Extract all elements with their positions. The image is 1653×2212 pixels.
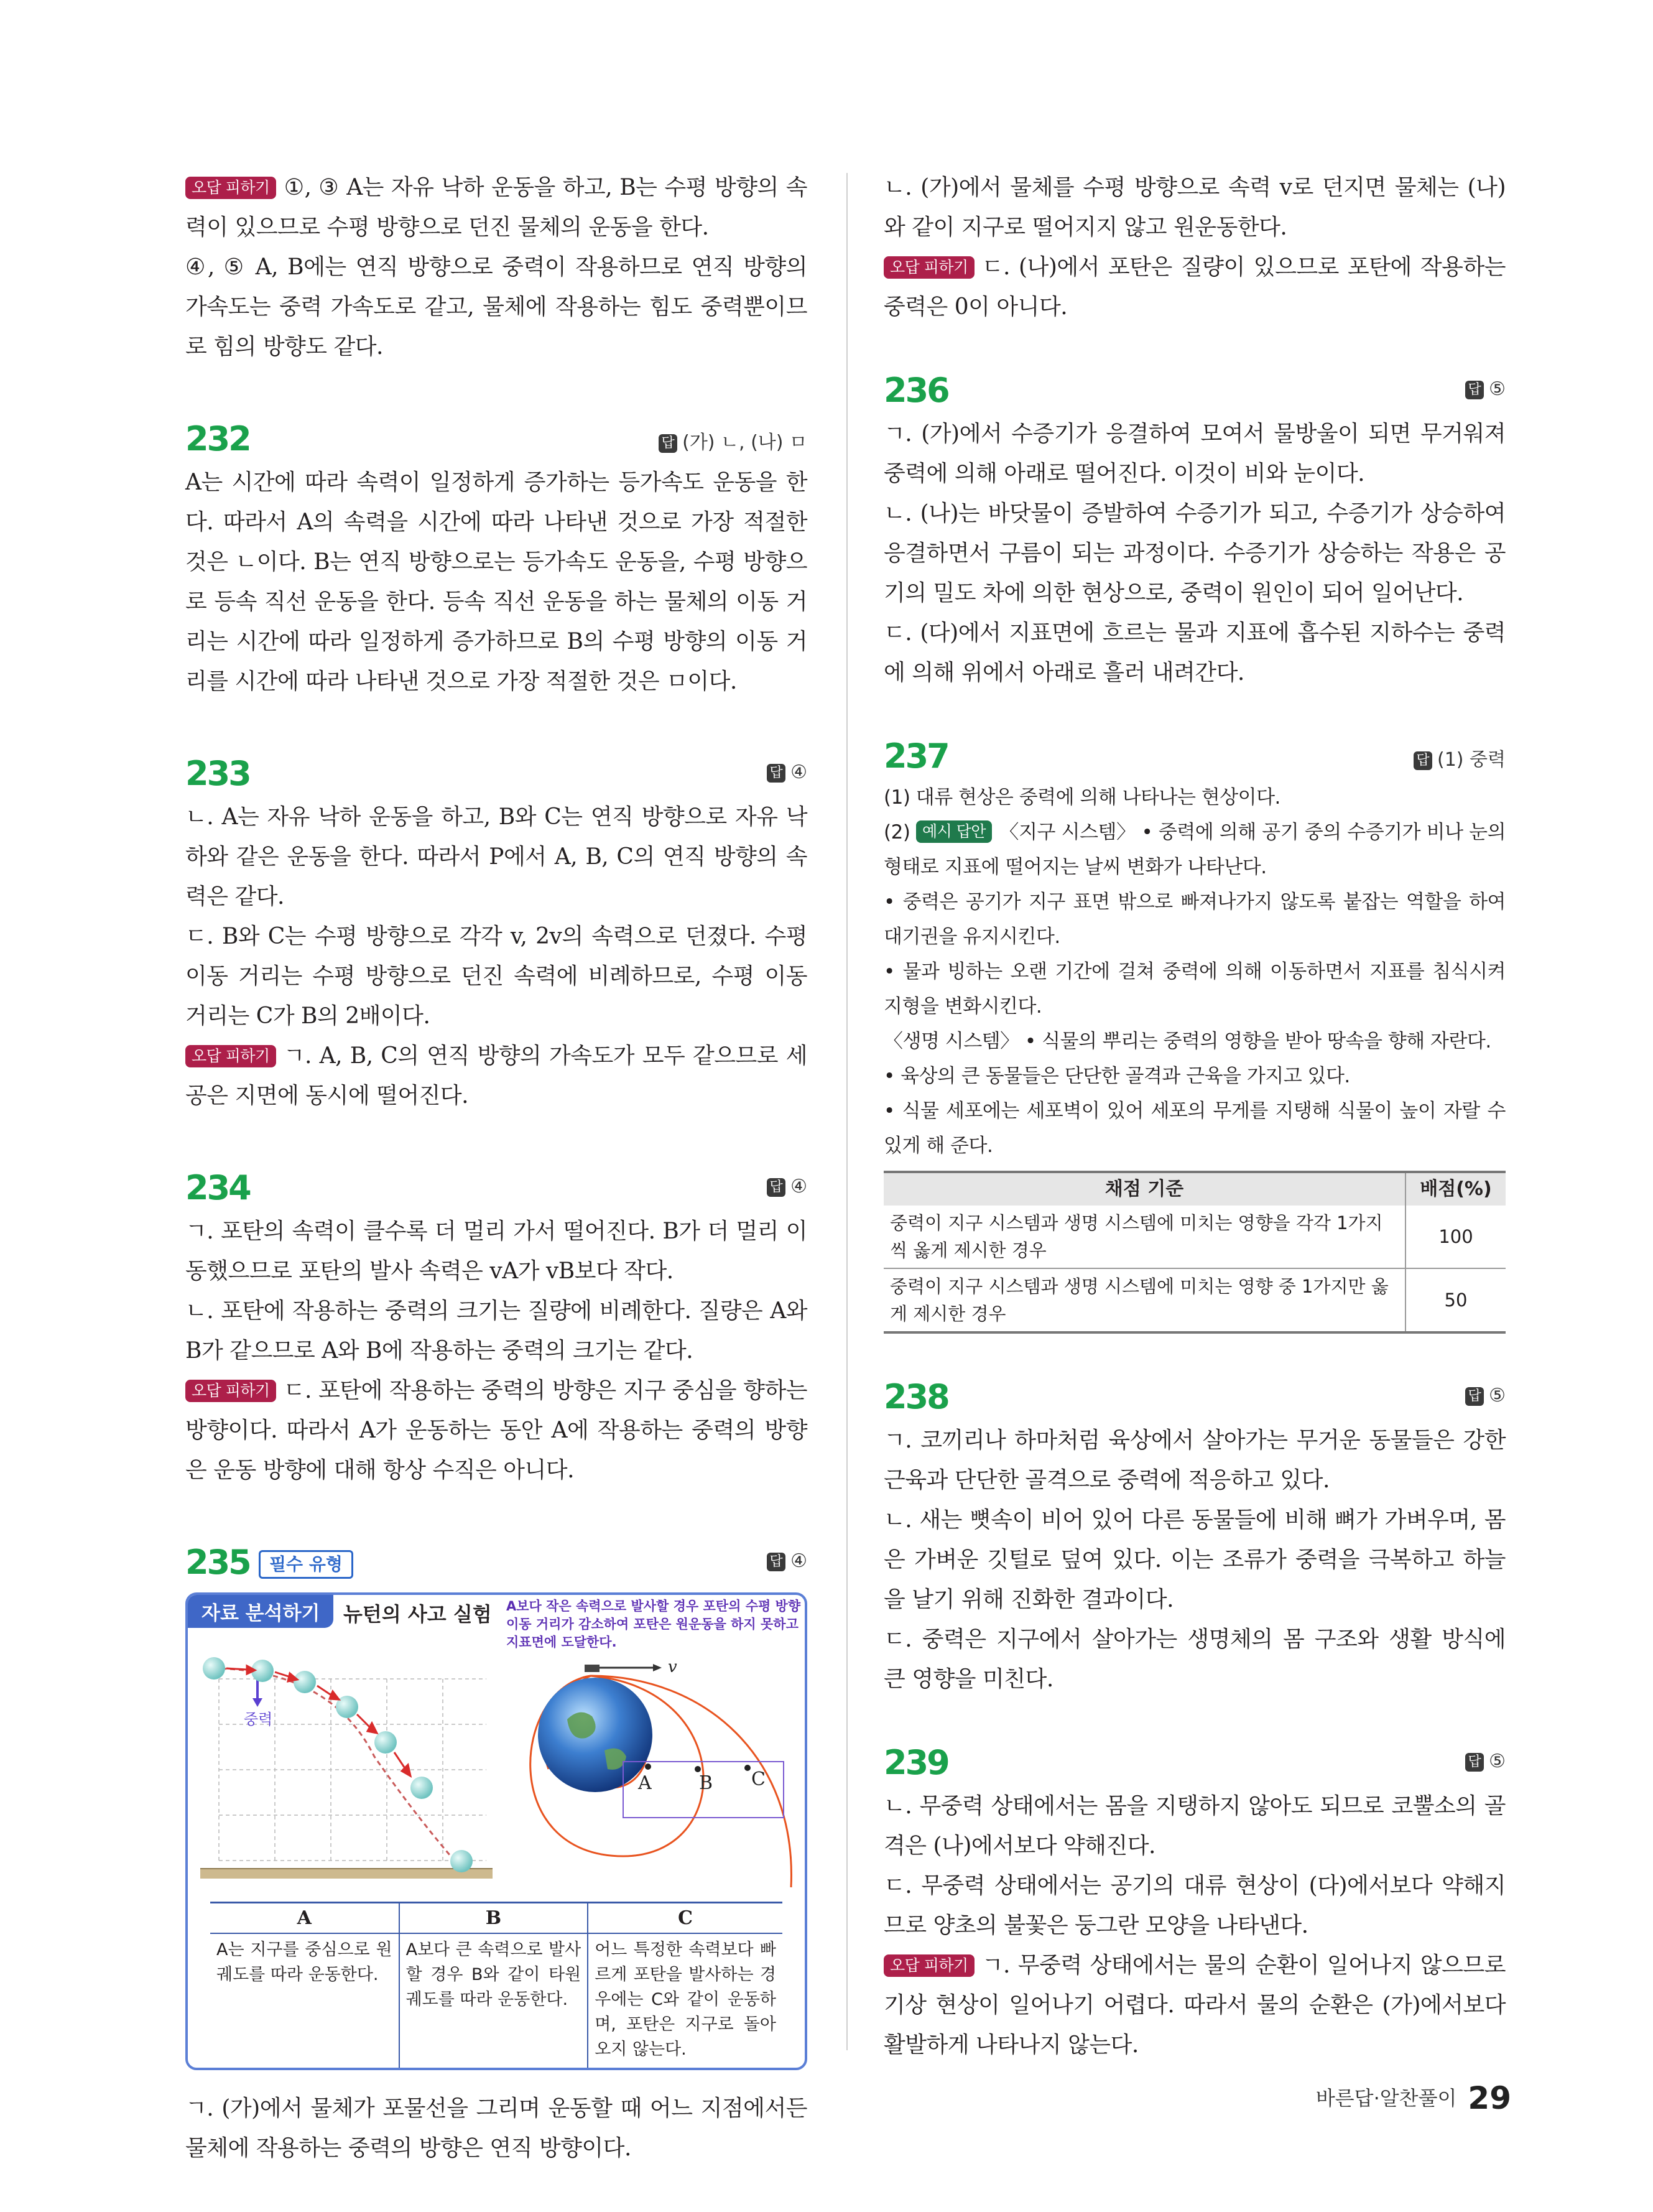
item-number: (2)	[884, 821, 910, 843]
question-number: 237	[884, 737, 948, 776]
intro-text-1: ①, ③ A는 자유 낙하 운동을 하고, B는 수평 방향의 속력이 있으므로 수평 방향으로 던진 물체의 운동을 한다.	[185, 175, 807, 240]
table-header: C	[588, 1903, 782, 1934]
q239-paragraph-3	[884, 1946, 1506, 2065]
q233-text-3: ㄱ. A, B, C의 연직 방향의 가속도가 모두 같으므로 세 공은 지면에 동시에 떨어진다.	[185, 1043, 807, 1108]
q237-paragraph-4: • 물과 빙하는 오랜 기간에 걸쳐 중력에 의해 이동하면서 지표를 침식시켜 지형을 변화시킨다.	[884, 960, 1506, 1018]
left-column	[185, 168, 807, 2168]
answer-value: ④	[790, 1176, 807, 1197]
q234-paragraph-2: ㄴ. 포탄에 작용하는 중력의 크기는 질량에 비례한다. 질량은 A와 B가 같으므로 A와 B에 작용하는 중력의 크기는 같다.	[185, 1298, 807, 1364]
answer-key	[659, 427, 807, 454]
question-number: 234	[185, 1168, 250, 1207]
answer-key	[767, 761, 807, 783]
q238-paragraph-2: ㄴ. 새는 뼛속이 비어 있어 다른 동물들에 비해 뼈가 가벼우며, 몸은 가벼운 깃털로 덮여 있다. 이는 조류가 중력을 극복하고 하늘을 날기 위해 진화한 결과이다.	[884, 1507, 1506, 1612]
top-text-2: ㄷ. (나)에서 포탄은 질량이 있으므로 포탄에 작용하는 중력은 0이 아니다.	[884, 254, 1506, 320]
answer-icon: 답	[659, 434, 677, 453]
right-column	[884, 168, 1506, 2065]
spacer	[884, 693, 1506, 730]
wrong-answer-tag: 오답 피하기	[185, 177, 276, 199]
answer-value: ⑤	[1489, 1750, 1506, 1772]
question-number: 238	[884, 1377, 948, 1416]
top-paragraph-2	[884, 248, 1506, 327]
q237-paragraph-1: (1) 대류 현상은 중력에 의해 나타나는 현상이다.	[884, 786, 1280, 809]
spacer	[884, 1699, 1506, 1737]
data-analysis-box	[185, 1592, 807, 2070]
q233-paragraph-2: ㄷ. B와 C는 수평 방향으로 각각 v, 2v의 속력으로 던졌다. 수평 이동 거리는 수평 방향으로 던진 속력에 비례하므로, 수평 이동 거리는 C가 B의 2배이다.	[185, 924, 807, 1029]
wrong-answer-tag: 오답 피하기	[185, 1045, 276, 1067]
spacer	[185, 702, 807, 748]
question-237-header	[884, 730, 1506, 780]
question-233-header	[185, 748, 807, 797]
spacer	[185, 1116, 807, 1162]
table-row	[884, 1206, 1506, 1268]
table-cell: 50	[1405, 1268, 1506, 1332]
example-answer-tag: 예시 답안	[916, 820, 992, 843]
q235-paragraph: ㄱ. (가)에서 물체가 포물선을 그리며 운동할 때 어느 지점에서든 물체에 작용하는 중력의 방향은 연직 방향이다.	[185, 2096, 807, 2161]
answer-icon: 답	[1414, 751, 1432, 770]
table-header: 배점(%)	[1405, 1172, 1506, 1206]
spacer	[884, 1334, 1506, 1371]
ball	[410, 1777, 433, 1799]
wrong-answer-tag: 오답 피하기	[884, 256, 975, 279]
question-239-header	[884, 1737, 1506, 1787]
answer-icon: 답	[767, 1178, 785, 1197]
orbit-label-C: C	[751, 1768, 766, 1790]
answer-value: ④	[790, 1550, 807, 1572]
orbit-label-A: A	[638, 1772, 652, 1794]
answer-value: ④	[790, 761, 807, 783]
table-header: 채점 기준	[884, 1172, 1405, 1206]
book-title: 바른답·알찬풀이	[1315, 2086, 1457, 2110]
question-235-header	[185, 1536, 807, 1586]
q238-paragraph-3: ㄷ. 중력은 지구에서 살아가는 생명체의 몸 구조와 생활 방식에 큰 영향을 미친다.	[884, 1627, 1506, 1692]
cannon	[585, 1665, 600, 1672]
answer-key	[1414, 744, 1506, 771]
question-234-header	[185, 1162, 807, 1212]
question-number: 239	[884, 1743, 948, 1782]
answer-icon: 답	[1465, 381, 1484, 399]
column-divider	[846, 173, 848, 2050]
intro-paragraph-1	[185, 168, 807, 248]
q237-paragraph-7: • 식물 세포에는 세포벽이 있어 세포의 무게를 지탱해 식물이 높이 자랄 수 있게 해 준다.	[884, 1100, 1506, 1157]
page-footer	[1316, 2080, 1511, 2116]
answer-icon: 답	[1465, 1387, 1484, 1406]
answer-value: (1) 중력	[1437, 749, 1506, 771]
table-row	[210, 1933, 782, 2070]
table-row	[884, 1268, 1506, 1332]
answer-value: ⑤	[1489, 378, 1506, 400]
q233-paragraph-1: ㄴ. A는 자유 낙하 운동을 하고, B와 C는 연직 방향으로 자유 낙하와 같은 운동을 한다. 따라서 P에서 A, B, C의 연직 방향의 속력은 같다.	[185, 804, 807, 909]
orbit-comparison-table	[210, 1902, 782, 2070]
ground	[200, 1869, 493, 1879]
gravity-label: 중력	[244, 1711, 273, 1728]
table-header: A	[210, 1903, 399, 1934]
table-cell: 중력이 지구 시스템과 생명 시스템에 미치는 영향 중 1가지만 옳게 제시한 경우	[884, 1268, 1405, 1332]
q234-paragraph-3	[185, 1371, 807, 1490]
q234-paragraph-1: ㄱ. 포탄의 속력이 클수록 더 멀리 가서 떨어진다. B가 더 멀리 이동했으므로 포탄의 발사 속력은 vA가 vB보다 작다.	[185, 1219, 807, 1284]
q237-paragraph-6: • 육상의 큰 동물들은 단단한 골격과 근육을 가지고 있다.	[884, 1065, 1350, 1087]
question-232-header	[185, 413, 807, 463]
table-header: B	[399, 1903, 588, 1934]
earth	[538, 1678, 652, 1792]
question-236-header	[884, 365, 1506, 414]
table-cell: 100	[1405, 1206, 1506, 1268]
wrong-answer-tag: 오답 피하기	[884, 1954, 975, 1977]
answer-key	[1465, 1750, 1506, 1772]
q239-paragraph-1: ㄴ. 무중력 상태에서는 몸을 지탱하지 않아도 되므로 코뿔소의 골격은 (나)에서보다 약해진다.	[884, 1793, 1506, 1859]
analysis-annotation: A보다 작은 속력으로 발사할 경우 포탄의 수평 방향 이동 거리가 감소하여 포탄은 원운동을 하지 못하고 지표면에 도달한다.	[506, 1599, 801, 1650]
ball	[374, 1731, 397, 1754]
q238-paragraph-1: ㄱ. 코끼리나 하마처럼 육상에서 살아가는 무거운 동물들은 강한 근육과 단단한 골격으로 중력에 적응하고 있다.	[884, 1428, 1506, 1493]
analysis-label: 자료 분석하기	[188, 1595, 333, 1628]
answer-icon: 답	[767, 1553, 785, 1571]
question-number: 235	[185, 1543, 250, 1582]
orbit-label-B: B	[699, 1772, 713, 1794]
answer-key	[767, 1550, 807, 1572]
velocity-label: v	[668, 1658, 677, 1676]
question-number: 232	[185, 419, 250, 458]
q239-text-3: ㄱ. 무중력 상태에서는 물의 순환이 일어나지 않으므로 기상 현상이 일어나기 어렵다. 따라서 물의 순환은 (가)에서보다 활발하게 나타나지 않는다.	[884, 1953, 1506, 2058]
answer-key	[1465, 378, 1506, 400]
answer-value: ⑤	[1489, 1385, 1506, 1406]
q237-paragraph-2	[884, 815, 1506, 885]
wrong-answer-tag: 오답 피하기	[185, 1380, 276, 1402]
q236-paragraph-3: ㄷ. (다)에서 지표면에 흐르는 물과 지표에 흡수된 지하수는 중력에 의해 위에서 아래로 흘러 내려간다.	[884, 620, 1506, 685]
q236-paragraph-1: ㄱ. (가)에서 수증기가 응결하여 모여서 물방울이 되면 무거워져 중력에 의해 아래로 떨어진다. 이것이 비와 눈이다.	[884, 421, 1506, 486]
q233-paragraph-3	[185, 1036, 807, 1116]
answer-key	[767, 1176, 807, 1197]
answer-icon: 답	[1465, 1753, 1484, 1772]
grading-criteria-table	[884, 1171, 1506, 1334]
table-cell: A보다 큰 속력으로 발사할 경우 B와 같이 타원 궤도를 따라 운동한다.	[399, 1933, 588, 2070]
q232-paragraph: A는 시간에 따라 속력이 일정하게 증가하는 등가속도 운동을 한다. 따라서 A의 속력을 시간에 따라 나타낸 것으로 가장 적절한 것은 ㄴ이다. B는 연직 방향으로는 등가속도 운동을, 수평 방향으로 등속 직선 운동을 한다. 등속 직선 운동을 하는 물체의 이동 거리는 시간에 따라 일정하게 증가하므로 B의 수평 방향의 이동 거리를 시간에 따라 나타낸 것으로 가장 적절한 것은 ㅁ이다.	[185, 470, 807, 694]
table-cell: A는 지구를 중심으로 원 궤도를 따라 운동한다.	[210, 1933, 399, 2070]
answer-icon: 답	[767, 764, 785, 783]
q237-paragraph-5: 〈생명 시스템〉 • 식물의 뿌리는 중력의 영향을 받아 땅속을 향해 자란다.	[884, 1030, 1491, 1053]
table-cell: 어느 특정한 속력보다 빠르게 포탄을 발사하는 경우에는 C와 같이 운동하며, 포탄은 지구로 돌아오지 않는다.	[588, 1933, 782, 2070]
q237-text-2: 〈지구 시스템〉 • 중력에 의해 공기 중의 수증기가 비나 눈의 형태로 지표에 떨어지는 날씨 변화가 나타난다.	[884, 821, 1506, 878]
question-238-header	[884, 1371, 1506, 1421]
required-type-badge: 필수 유형	[259, 1550, 353, 1579]
spacer	[185, 367, 807, 413]
spacer	[884, 327, 1506, 365]
q237-body	[884, 780, 1506, 1163]
spacer	[185, 1490, 807, 1536]
falling-balls	[203, 1657, 473, 1872]
q237-paragraph-3: • 중력은 공기가 지구 표면 밖으로 빠져나가지 않도록 붙잡는 역할을 하여 대기권을 유지시킨다.	[884, 891, 1506, 948]
top-paragraph-1: ㄴ. (가)에서 물체를 수평 방향으로 속력 v로 던지면 물체는 (나)와 같이 지구로 떨어지지 않고 원운동한다.	[884, 175, 1506, 240]
answer-key	[1465, 1385, 1506, 1406]
intro-paragraph-2: ④, ⑤ A, B에는 연직 방향으로 중력이 작용하므로 연직 방향의 가속도는 중력 가속도로 같고, 물체에 작용하는 힘도 중력뿐이므로 힘의 방향도 같다.	[185, 254, 807, 360]
question-number: 236	[884, 371, 948, 410]
ball	[294, 1671, 316, 1693]
q236-paragraph-2: ㄴ. (나)는 바닷물이 증발하여 수증기가 되고, 수증기가 상승하여 응결하면서 구름이 되는 과정이다. 수증기가 상승하는 작용은 공기의 밀도 차에 의한 현상으로, 중력이 원인이 되어 일어난다.	[884, 501, 1506, 606]
analysis-title: 뉴턴의 사고 실험	[343, 1602, 492, 1626]
ball	[450, 1850, 473, 1872]
answer-value: (가) ㄴ, (나) ㅁ	[682, 432, 807, 453]
question-number: 233	[185, 754, 250, 793]
spacer	[185, 2070, 807, 2089]
q239-paragraph-2: ㄷ. 무중력 상태에서는 공기의 대류 현상이 (다)에서보다 약해지므로 양초의 불꽃은 둥그란 모양을 나타낸다.	[884, 1873, 1506, 1938]
page-number: 29	[1468, 2080, 1511, 2116]
ball	[203, 1657, 225, 1680]
q234-text-3: ㄷ. 포탄에 작용하는 중력의 방향은 지구 중심을 향하는 방향이다. 따라서 A가 운동하는 동안 A에 작용하는 중력의 방향은 운동 방향에 대해 항상 수직은 아니다.	[185, 1378, 807, 1483]
table-cell: 중력이 지구 시스템과 생명 시스템에 미치는 영향을 각각 1가지씩 옳게 제시한 경우	[884, 1206, 1405, 1268]
